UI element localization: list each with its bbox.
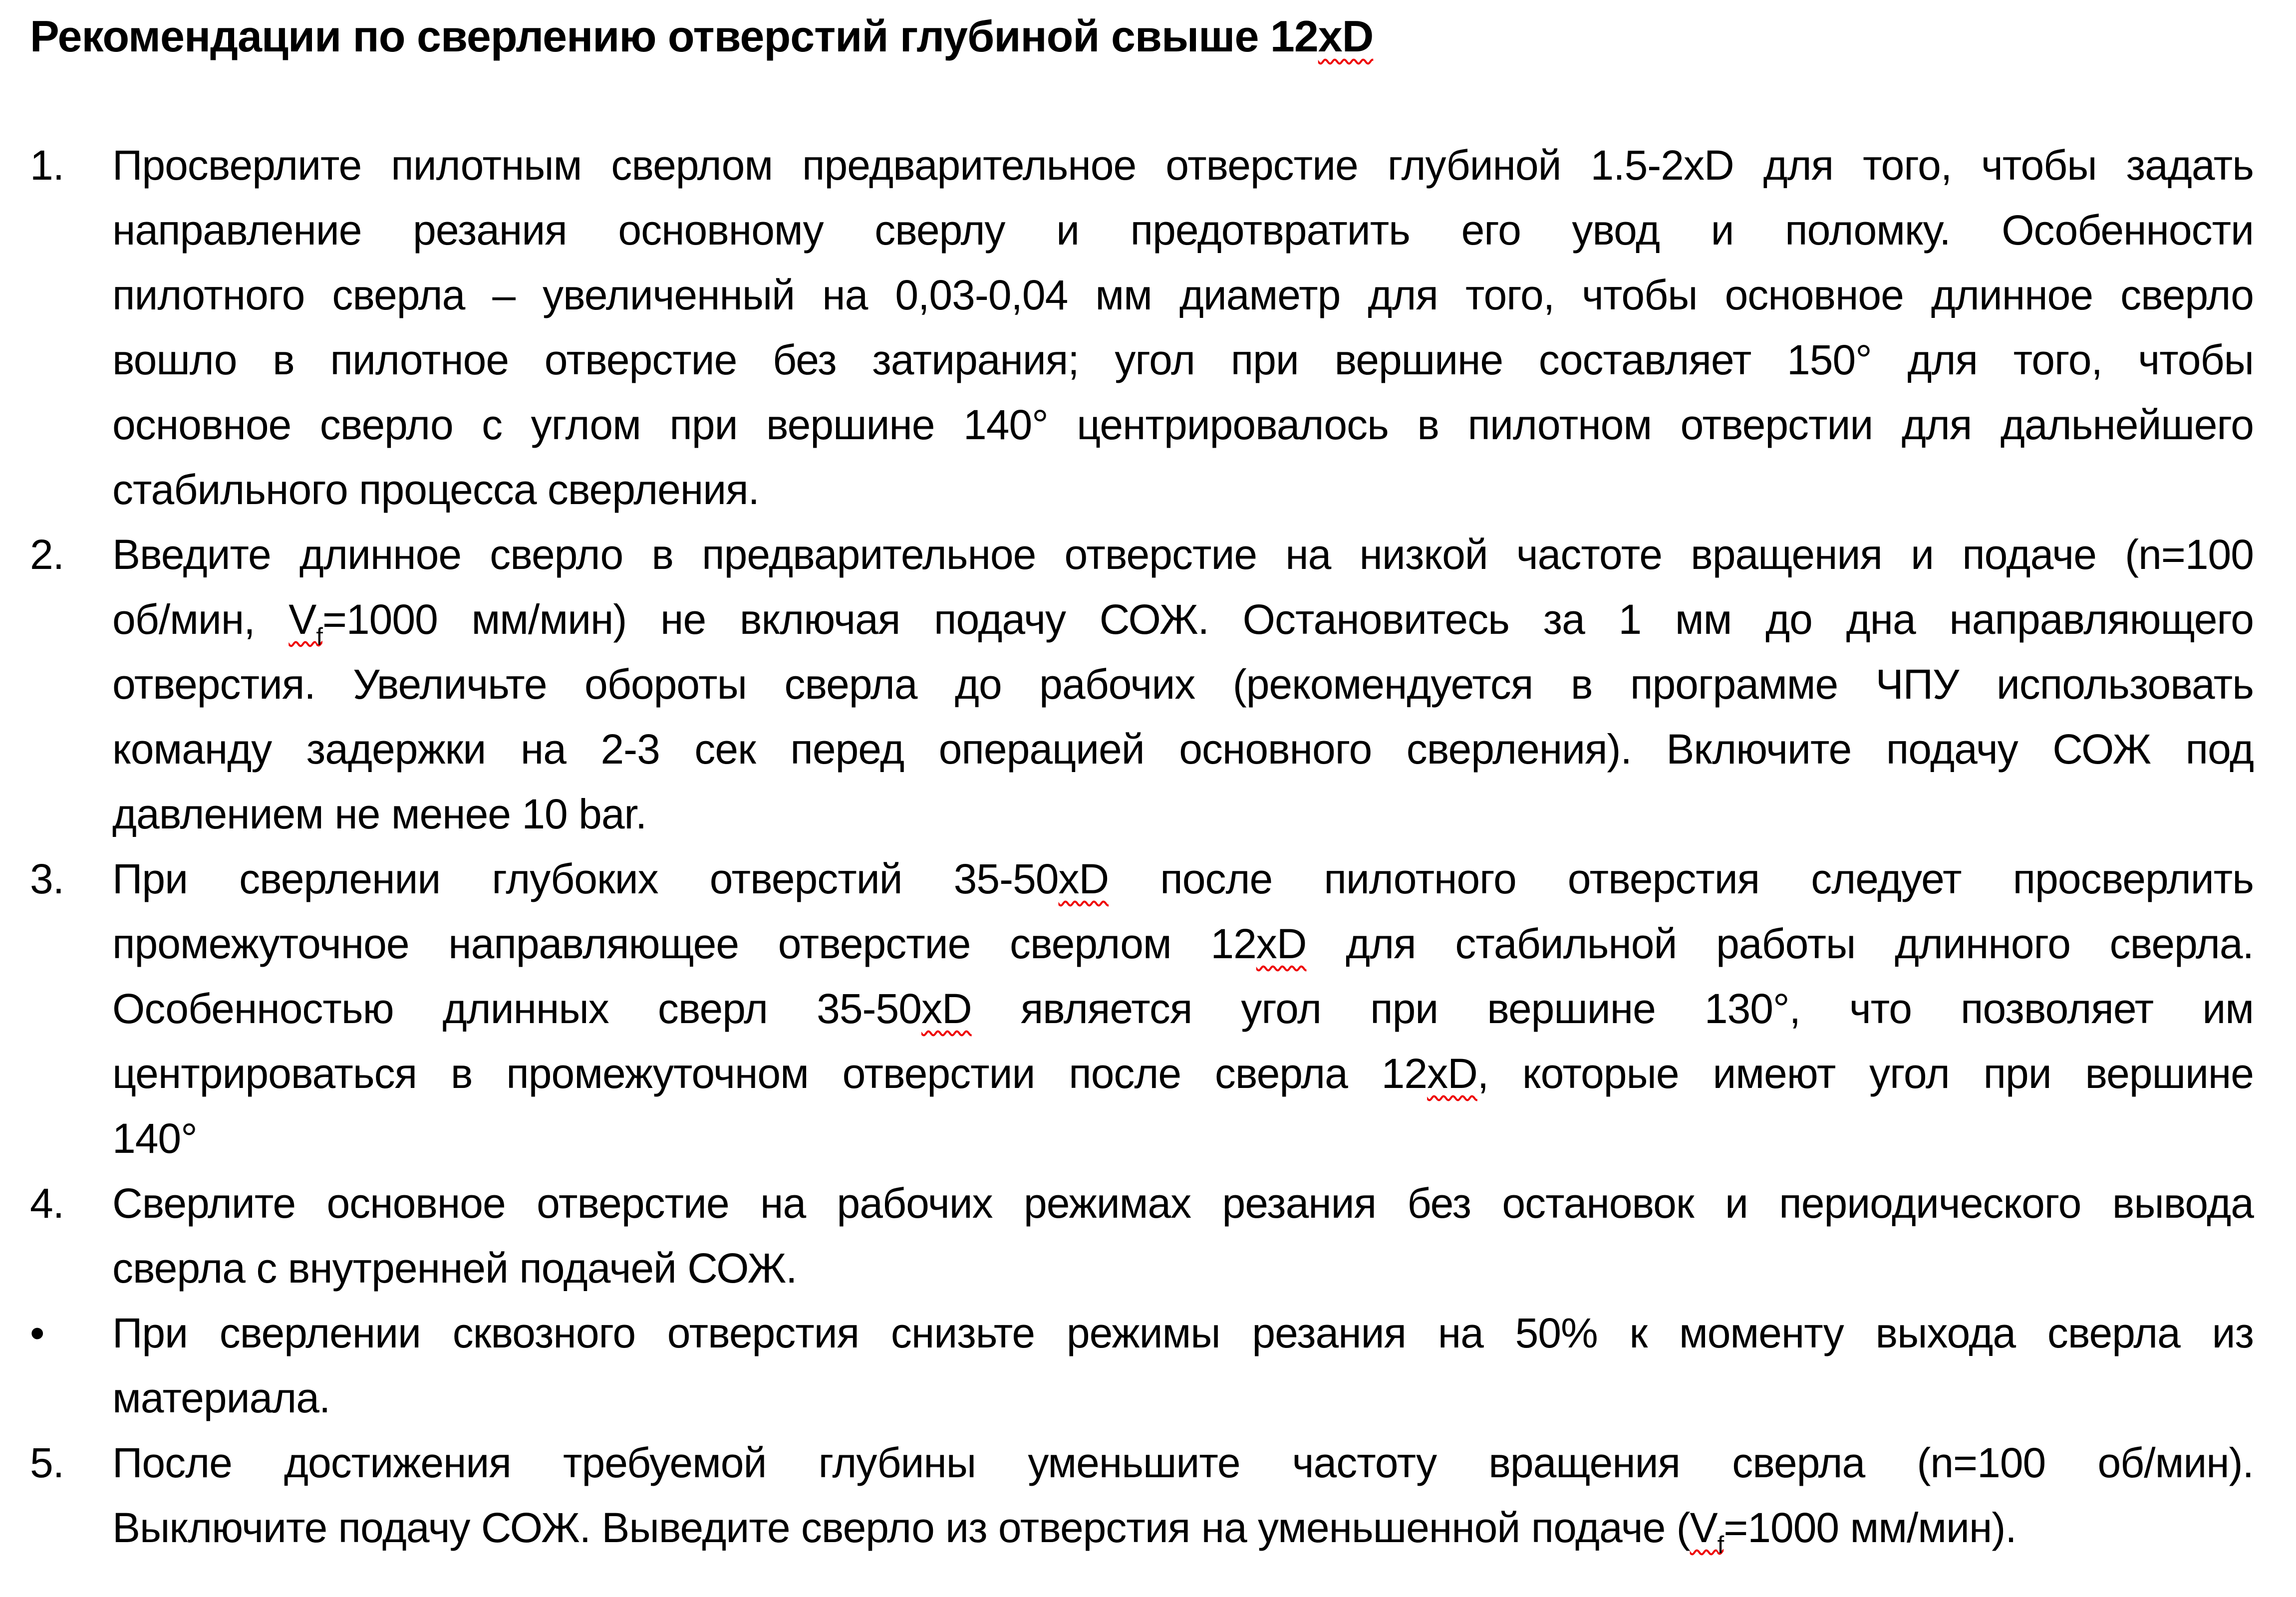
spellcheck-flagged-text: f — [316, 623, 322, 650]
text-line — [112, 782, 2254, 846]
spellcheck-flagged-text: xD — [921, 985, 972, 1032]
list-item-text — [112, 522, 2254, 846]
text-line — [112, 846, 2254, 911]
text-segment: для стабильной работы длинного сверла. — [1306, 920, 2254, 967]
list-item-5 — [30, 1430, 2254, 1560]
text-segment: команду задержки на 2-3 сек перед операцией основного сверления). Включите подачу СОЖ под — [112, 726, 2254, 773]
list-item-2 — [30, 522, 2254, 846]
text-segment: Выключите подачу СОЖ. Выведите сверло из отверстия на уменьшенной подаче ( — [112, 1504, 1690, 1551]
text-line — [112, 1301, 2254, 1365]
recommendations-list — [30, 133, 2254, 1560]
text-segment: вошло в пилотное отверстие без затирания; угол при вершине составляет 150° для того, чтобы — [112, 336, 2254, 383]
list-item-bullet — [30, 1301, 2254, 1430]
spellcheck-flagged-text: xD — [1318, 11, 1374, 61]
spellcheck-flagged-text: xD — [1427, 1050, 1477, 1097]
text-segment: , которые имеют угол при вершине — [1477, 1050, 2254, 1097]
list-marker: 1. — [30, 142, 64, 189]
list-item-1 — [30, 133, 2254, 522]
text-segment: сверла с внутренней подачей СОЖ. — [112, 1245, 797, 1292]
text-line — [112, 392, 2254, 457]
list-marker: 2. — [30, 531, 64, 578]
text-segment: Введите длинное сверло в предварительное отверстие на низкой частоте вращения и подаче (n=100 — [112, 531, 2254, 578]
list-marker: 5. — [30, 1439, 64, 1486]
text-line — [112, 1495, 2254, 1560]
page-title — [30, 6, 2254, 67]
text-line — [112, 1236, 2254, 1301]
text-segment: промежуточное направляющее отверстие сверлом 12 — [112, 920, 1256, 967]
text-line — [112, 587, 2254, 652]
text-line — [112, 198, 2254, 263]
text-segment: Рекомендации по сверлению отверстий глубиной свыше 12 — [30, 11, 1318, 61]
text-line — [112, 976, 2254, 1041]
text-segment: отверстия. Увеличьте обороты сверла до рабочих (рекомендуется в программе ЧПУ использовать — [112, 661, 2254, 708]
text-segment: После достижения требуемой глубины уменьшите частоту вращения сверла (n=100 об/мин). — [112, 1439, 2254, 1486]
list-marker: 4. — [30, 1180, 64, 1227]
text-line — [112, 263, 2254, 327]
text-line — [112, 1171, 2254, 1236]
text-segment: после пилотного отверстия следует просверлить — [1109, 855, 2254, 902]
text-line — [112, 1430, 2254, 1495]
text-segment: об/мин, — [112, 596, 289, 643]
list-item-text — [112, 846, 2254, 1171]
text-segment: Сверлите основное отверстие на рабочих режимах резания без остановок и периодического вывода — [112, 1180, 2254, 1227]
spellcheck-flagged-text: V — [288, 596, 316, 643]
text-line — [112, 717, 2254, 782]
text-segment: =1000 мм/мин) не включая подачу СОЖ. Остановитесь за 1 мм до дна направляющего — [322, 596, 2254, 643]
bullet-icon: • — [30, 1310, 44, 1356]
text-segment: пилотного сверла – увеличенный на 0,03-0,04 мм диаметр для того, чтобы основное длинное сверло — [112, 271, 2254, 318]
spellcheck-flagged-text: xD — [1058, 855, 1109, 902]
text-segment: является угол при вершине 130°, что позволяет им — [971, 985, 2254, 1032]
list-item-3 — [30, 846, 2254, 1171]
text-segment: Просверлите пилотным сверлом предварительное отверстие глубиной 1.5-2xD для того, чтобы задать — [112, 142, 2254, 189]
text-segment: направление резания основному сверлу и предотвратить его увод и поломку. Особенности — [112, 207, 2254, 254]
text-line — [112, 457, 2254, 522]
text-line — [112, 327, 2254, 392]
text-line — [112, 1365, 2254, 1430]
text-segment: При сверлении глубоких отверстий 35-50 — [112, 855, 1059, 902]
spellcheck-flagged-text: f — [1717, 1531, 1724, 1559]
spellcheck-flagged-text: xD — [1256, 920, 1307, 967]
text-line — [112, 652, 2254, 717]
text-segment: Особенностью длинных сверл 35-50 — [112, 985, 921, 1032]
list-item-4 — [30, 1171, 2254, 1301]
text-segment: При сверлении сквозного отверстия снизьте режимы резания на 50% к моменту выхода сверла из — [112, 1310, 2254, 1356]
text-segment: центрироваться в промежуточном отверстии после сверла 12 — [112, 1050, 1428, 1097]
spellcheck-flagged-text: V — [1690, 1504, 1718, 1551]
list-marker: 3. — [30, 855, 64, 902]
text-line — [112, 522, 2254, 587]
text-line — [112, 1041, 2254, 1106]
text-segment: давлением не менее 10 bar. — [112, 791, 647, 837]
list-item-text — [112, 1430, 2254, 1560]
text-segment: 140° — [112, 1115, 197, 1162]
text-line — [112, 911, 2254, 976]
text-segment: основное сверло с углом при вершине 140° центрировалось в пилотном отверстии для дальнейшего — [112, 401, 2254, 448]
text-line — [112, 1106, 2254, 1171]
list-item-text — [112, 1301, 2254, 1430]
text-segment: материала. — [112, 1374, 330, 1421]
list-item-text — [112, 1171, 2254, 1301]
list-item-text — [112, 133, 2254, 522]
text-segment: =1000 мм/мин). — [1723, 1504, 2016, 1551]
text-line — [112, 133, 2254, 198]
text-segment: стабильного процесса сверления. — [112, 466, 759, 513]
